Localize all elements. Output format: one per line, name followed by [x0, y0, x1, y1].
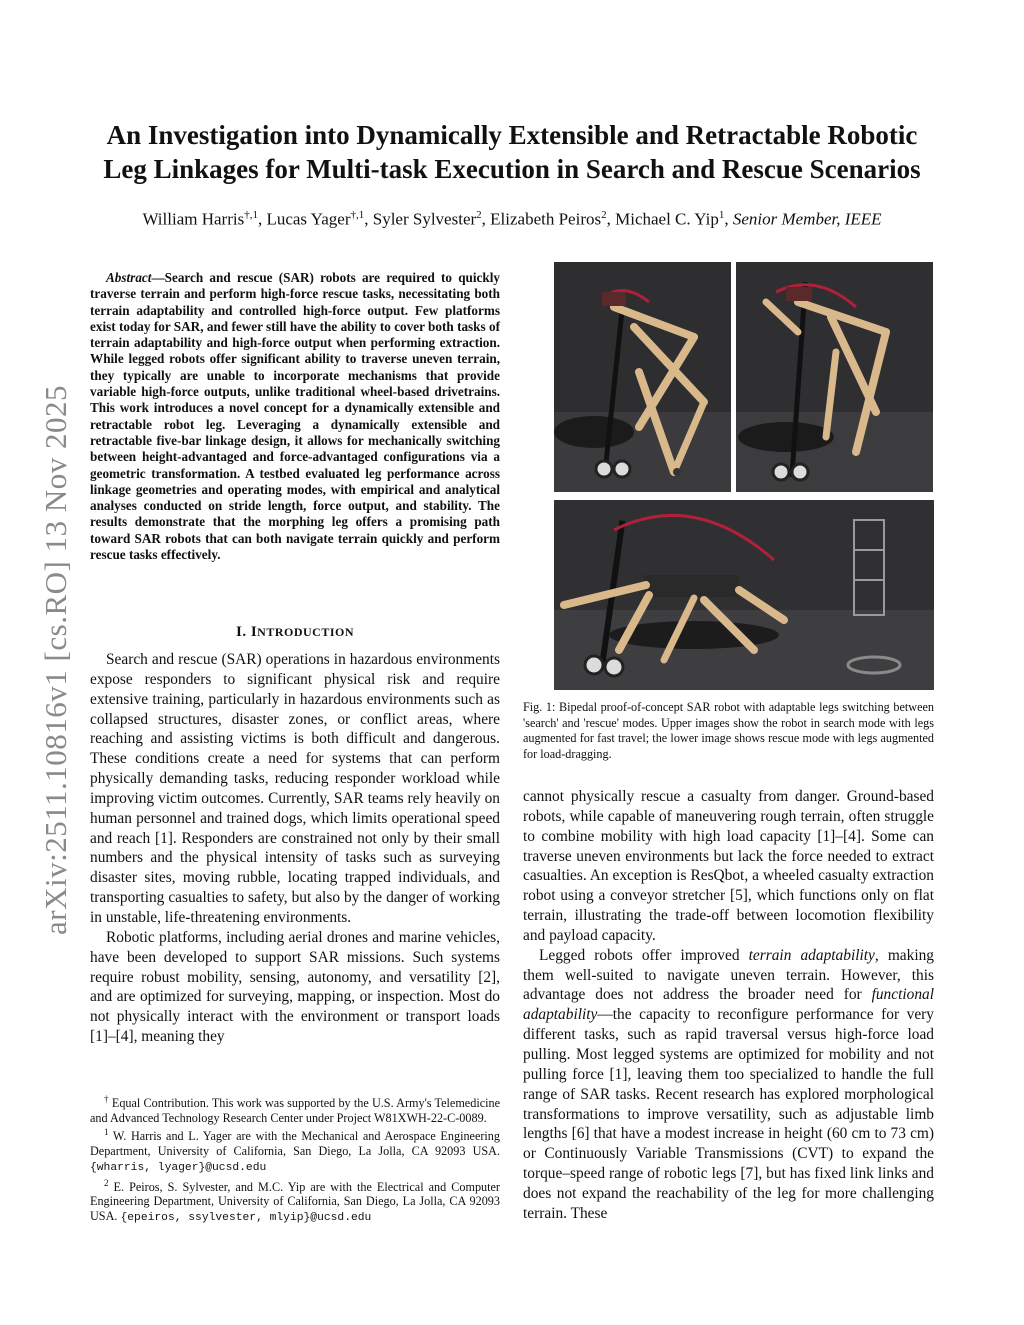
- figure-1-caption: Fig. 1: Bipedal proof-of-concept SAR robot with adaptable legs switching between 'search' and 'rescue' modes. Upper images show the robot in search mode with legs augmented for fast travel; the lower image shows rescue mode with legs augmented for load-dragging.: [523, 700, 934, 761]
- emphasis-terrain-adaptability: terrain adaptability: [748, 946, 875, 964]
- footnote-equal-contribution: [90, 1092, 500, 1125]
- section-small-caps: NTRODUCTION: [257, 625, 355, 639]
- footnote-email: {wharris, lyager}@ucsd.edu: [90, 1161, 267, 1174]
- abstract: [90, 270, 500, 563]
- author-name: , Elizabeth Peiros: [481, 209, 602, 229]
- footnote-text: Equal Contribution. This work was supported by the U.S. Army's Telemedicine and Advanced Technology Research Center under Project W81XWH-22-C-0089.: [90, 1096, 500, 1125]
- robot-photo-search-mode-right: [736, 262, 933, 492]
- footnote-symbol: 2: [104, 1177, 109, 1188]
- author-name: , Syler Sylvester: [364, 209, 477, 229]
- author-separator: ,: [724, 209, 733, 229]
- footnotes: [90, 1092, 500, 1226]
- author-list: [60, 209, 964, 230]
- section-numeral: I.: [235, 624, 251, 640]
- author-affiliation: 2: [601, 209, 607, 221]
- footnote-affiliation-2: [90, 1176, 500, 1226]
- author-name: , Michael C. Yip: [606, 209, 719, 229]
- text-run: Legged robots offer improved: [539, 946, 749, 964]
- right-paragraph-2: [523, 946, 934, 1224]
- author-affiliation: 1: [718, 209, 725, 221]
- intro-paragraph-1: Search and rescue (SAR) operations in hazardous environments expose responders to significant physical risk and require extensive training, particularly in hazardous environments such as collapsed structures, disaster zones, or conflict areas, where reaching and assisting victims is both difficult and dangerous. These conditions create a need for systems that can perform physically demanding tasks, reducing responder workload while improving victim outcomes. Currently, SAR teams rely heavily on human personnel and trained dogs, which limits operational speed and reach [1]. Responders are constrained not only by their small numbers and the physical intensity of tasks such as surveying disaster sites, moving rubble, locating trapped individuals, and transporting casualties to safety, but also by the danger of working in unstable, life-threatening environments.: [90, 651, 500, 926]
- paper-title: [80, 118, 944, 186]
- author-affiliation: †,1: [244, 209, 258, 221]
- robot-photo-rescue-mode: [554, 500, 934, 690]
- arxiv-id: arXiv:2511.10816v1 [cs.RO] 13 Nov 2025: [38, 385, 73, 935]
- figure-1: [554, 262, 934, 690]
- robot-photo-search-mode-left: [554, 262, 731, 492]
- text-run: , making them well-suited to navigate uneven terrain. However, this advantage does not address the broader need for: [523, 946, 934, 1004]
- section-heading-introduction: [90, 624, 500, 641]
- footnote-symbol: 1: [104, 1127, 109, 1138]
- author-affiliation: †,1: [350, 209, 365, 221]
- abstract-dash: —: [151, 270, 165, 285]
- footnote-text: E. Peiros, S. Sylvester, and M.C. Yip are with the Electrical and Computer Engineering Department, University of California, San Diego, La Jolla, CA 92093 USA.: [90, 1179, 500, 1224]
- footnote-text: W. Harris and L. Yager are with the Mechanical and Aerospace Engineering Department, University of California, San Diego, La Jolla, CA 92093 USA.: [90, 1129, 500, 1159]
- robot-rescue-illustration: [554, 500, 934, 690]
- abstract-text: Search and rescue (SAR) robots are required to quickly traverse terrain and perform high-force rescue tasks, necessitating both terrain adaptability and controlled high-force output. Few platforms exist today for SAR, and fewer still have the ability to cover both tasks of terrain adaptability and high-force output when performing extraction. While legged robots offer significant ability to traverse uneven terrain, they typically are unable to incorporate mechanisms that provide variable high-force outputs, unlike traditional wheel-based drivetrains. This work introduces a novel concept for a dynamically extensible and retractable robot leg. Leveraging a dynamically extensible and retractable five-bar linkage design, it allows for mechanically switching between height-advantaged and force-advantaged configurations via a geometric transformation. A testbed evaluated leg performance across linkage geometries and operating modes, with empirical and analytical analyses conducted on stride length, force output, and stability. The results demonstrate that the morphing leg offers a promising path toward SAR robots that can both navigate terrain quickly and perform rescue tasks effectively.: [90, 270, 500, 563]
- title-line-1: An Investigation into Dynamically Extensible and Retractable Robotic: [106, 120, 918, 150]
- author-name: William Harris: [142, 209, 245, 229]
- introduction-body: [90, 650, 500, 1047]
- text-run: —the capacity to reconfigure performance for very different tasks, such as rapid traversal versus high-force load pulling. Most legged systems are optimized for mobility and not pulling force [1], leaving them too specialized to handle the full range of SAR tasks. Recent research has explored morphological transformations to improve versatility, such as adjustable limb lengths [6] that have a modest increase in height (60 cm to 73 cm) or Continuously Variable Transmissions (CVT) to expand the torque–speed range of robotic legs [7], but has fixed link links and does not expand the reachability of the leg for more challenging terrain. These: [523, 1006, 934, 1222]
- emphasis-functional-adaptability: functional adaptability: [523, 986, 934, 1024]
- footnote-symbol: †: [104, 1094, 109, 1104]
- intro-paragraph-2: Robotic platforms, including aerial drones and marine vehicles, have been developed to support SAR missions. Such systems require robust mobility, sensing, autonomy, and versatility [2], and are optimized for surveying, mapping, or inspection. Most do not physically interact with the environment or transport loads [1]–[4], meaning they: [90, 928, 500, 1046]
- section-first-letter: I: [250, 624, 258, 640]
- robot-search-illustration: [554, 262, 731, 492]
- author-name: , Lucas Yager: [257, 209, 351, 229]
- title-line-2: Leg Linkages for Multi-task Execution in Search and Rescue Scenarios: [103, 154, 921, 184]
- footnote-affiliation-1: [90, 1125, 500, 1175]
- ieee-membership: Senior Member, IEEE: [732, 209, 882, 229]
- right-paragraph-1: cannot physically rescue a casualty from danger. Ground-based robots, while capable of maneuvering rough terrain, often struggle to combine mobility with high load capacity [1]–[4]. Some can traverse uneven environments but lack the force needed to extract casualties. An exception is ResQbot, a wheeled casualty extraction robot using a conveyor stretcher [5], which functions only on flat terrain, illustrating the trade-off between locomotion flexibility and payload capacity.: [523, 788, 934, 944]
- footnote-email: {epeiros, ssylvester, mlyip}@ucsd.edu: [120, 1212, 372, 1225]
- abstract-label: Abstract: [106, 270, 152, 285]
- right-column-body: [523, 787, 934, 1224]
- author-affiliation: 2: [476, 209, 482, 221]
- robot-search-illustration: [736, 262, 933, 492]
